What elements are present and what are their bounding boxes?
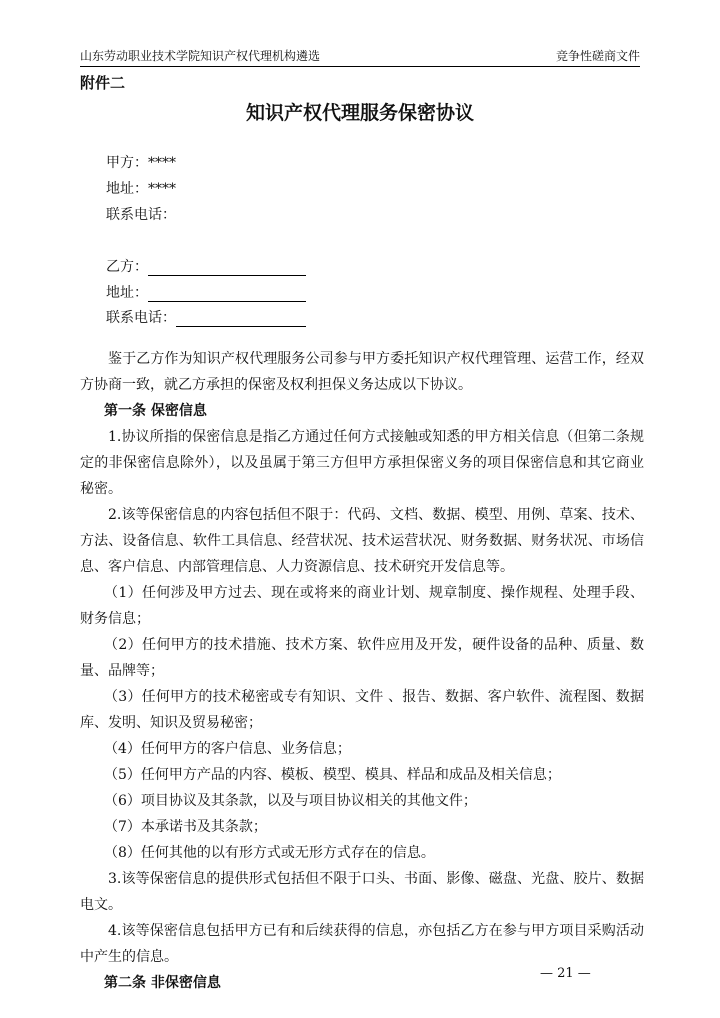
section-heading: 第一条 保密信息 (104, 403, 207, 419)
document-title: 知识产权代理服务保密协议 (245, 102, 474, 124)
page-number: — 21 — (540, 966, 591, 981)
agreement-body (80, 346, 644, 996)
page-header (80, 44, 640, 67)
party-a-name: 甲方：**** (106, 155, 176, 171)
paragraph: （8）任何其他的以有形方式或无形方式存在的信息。 (104, 845, 435, 861)
paragraph: （1）任何涉及甲方过去、现在或将来的商业计划、规章制度、操作规程、处理手段、财务信息； (80, 585, 644, 627)
paragraph: （4）任何甲方的客户信息、业务信息； (104, 741, 351, 757)
party-b-name: 乙方： (106, 256, 306, 276)
paragraph: （3）任何甲方的技术秘密或专有知识、文件 、报告、数据、客户软件、流程图、数据库、发明、知识及贸易秘密； (80, 689, 644, 731)
header-right: 竞争性磋商文件 (555, 49, 640, 63)
party-a-phone: 联系电话： (106, 207, 176, 223)
party-b-phone: 联系电话： (106, 307, 306, 327)
paragraph: 2.该等保密信息的内容包括但不限于：代码、文档、数据、模型、用例、草案、技术、方法、设备信息、软件工具信息、经营状况、技术运营状况、财务数据、财务状况、市场信息、客户信息、内部管理信息、人力资源信息、技术研究开发信息等。 (80, 507, 644, 575)
header-left: 山东劳动职业技术学院知识产权代理机构遴选 (80, 49, 321, 63)
party-a-address: 地址：**** (106, 181, 176, 197)
paragraph: （5）任何甲方产品的内容、模板、模型、模具、样品和成品及相关信息； (104, 767, 561, 783)
paragraph: 4.该等保密信息包括甲方已有和后续获得的信息，亦包括乙方在参与甲方项目采购活动中产生的信息。 (80, 923, 644, 965)
paragraph: 3.该等保密信息的提供形式包括但不限于口头、书面、影像、磁盘、光盘、胶片、数据电文。 (80, 871, 644, 913)
paragraph: （2）任何甲方的技术措施、技术方案、软件应用及开发，硬件设备的品种、质量、数量、品牌等； (80, 637, 644, 679)
paragraph: （6）项目协议及其条款，以及与项目协议相关的其他文件； (104, 793, 477, 809)
paragraph: （7）本承诺书及其条款； (104, 819, 267, 835)
section-heading: 第二条 非保密信息 (104, 975, 221, 991)
annex-label: 附件二 (80, 74, 126, 92)
party-b-address: 地址： (106, 282, 306, 302)
paragraph: 1.协议所指的保密信息是指乙方通过任何方式接触或知悉的甲方相关信息（但第二条规定的非保密信息除外），以及虽属于第三方但甲方承担保密义务的项目保密信息和其它商业秘密。 (80, 429, 644, 497)
paragraph: 鉴于乙方作为知识产权代理服务公司参与甲方委托知识产权代理管理、运营工作，经双方协商一致，就乙方承担的保密及权利担保义务达成以下协议。 (80, 351, 644, 393)
